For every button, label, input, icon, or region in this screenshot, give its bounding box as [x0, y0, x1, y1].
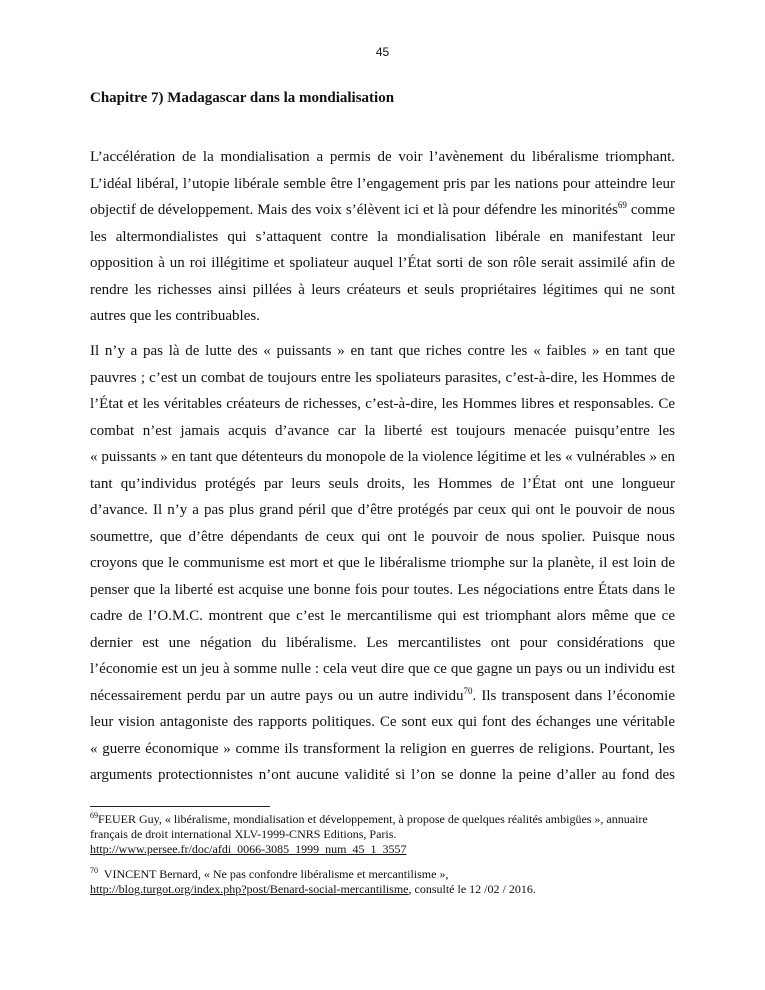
paragraph-line-text: comme — [626, 202, 675, 218]
paragraph-2 — [90, 338, 675, 789]
paragraph-line: Il n’y a pas là de lutte des « puissants » en tant que riches contre les « faibles » en tant que — [90, 343, 675, 359]
footnote-link[interactable]: http://www.persee.fr/doc/afdi_0066-3085_1999_num_45_1_3557 — [90, 842, 407, 856]
paragraph-line: leur vision antagoniste des rapports politiques. Ce sont eux qui font des échanges une véritable — [90, 714, 675, 730]
footnote-line — [90, 867, 680, 882]
paragraph-line-text: nécessairement perdu par un autre pays ou un autre individu — [90, 687, 464, 704]
paragraph-line — [90, 683, 675, 710]
paragraph-line: arguments protectionnistes n’ont aucune validité si l’on se donne la peine d’aller au fond des — [90, 767, 675, 783]
paragraph-line: l’État et les véritables créateurs de richesses, c’est-à-dire, les Hommes libres et responsables. Ce — [90, 396, 675, 412]
page-number: 45 — [375, 45, 390, 59]
paragraph-line: soumettre, que d’être dépendants de ceux qui ont le pouvoir de nous spolier. Puisque nous — [90, 528, 675, 545]
paragraph-line: dernier est une négation du libéralisme. Les mercantilistes ont pour considérations que — [90, 634, 675, 651]
paragraph-line: croyons que le communisme est mort et que le libéralisme triomphe sur la planète, il est loin de — [90, 555, 675, 571]
paragraph-line: « guerre économique » comme ils transforment la religion en guerres de religions. Pourtant, les — [90, 740, 675, 757]
paragraph-line — [90, 197, 675, 224]
paragraph-line: opposition à un roi illégitime et spoliateur auquel l’État sorti de son rôle serait assimilé afin de — [90, 255, 675, 271]
paragraph-line: autres que les contribuables. — [90, 308, 260, 324]
paragraph-line: penser que la liberté est acquise une bonne fois pour toutes. Les négociations entre États dans le — [90, 581, 675, 598]
footnote-text: , consulté le 12 /02 / 2016. — [408, 882, 536, 896]
paragraph-line-text: objectif de développement. Mais des voix s’élèvent ici et là pour défendre les minorités — [90, 202, 618, 218]
paragraph-line: « puissants » en tant que détenteurs du monopole de la violence légitime et les « vulnérables » en — [90, 449, 675, 465]
paragraph-line: L’accélération de la mondialisation a permis de voir l’avènement du libéralisme triomphant. — [90, 149, 675, 165]
paragraph-line: L’idéal libéral, l’utopie libérale semble être l’engagement pris par les nations pour atteindre leur — [90, 175, 675, 192]
footnote-ref-69[interactable]: 69 — [617, 200, 627, 210]
paragraph-1 — [90, 144, 675, 330]
paragraph-line: pauvres ; c’est un combat de toujours entre les spoliateurs parasites, c’est-à-dire, les Hommes de — [90, 369, 675, 386]
footnote-marker: 69 — [90, 811, 98, 820]
footnote-text: VINCENT Bernard, « Ne pas confondre libéralisme et mercantilisme », — [98, 867, 449, 881]
paragraph-line: les altermondialistes qui s’attaquent contre la mondialisation libérale en manifestant leur — [90, 228, 675, 245]
paragraph-line: combat n’est jamais acquis d’avance car la liberté est toujours menacée puisqu’entre les — [90, 422, 675, 439]
footnote-ref-70[interactable]: 70 — [463, 685, 473, 696]
paragraph-line: tant qu’individus protégés par leurs seuls droits, les Hommes de l’État ont une longueur — [90, 475, 675, 492]
paragraph-line: rendre les richesses ainsi pillées à leurs créateurs et seuls propriétaires légitimes qui ne sont — [90, 281, 675, 298]
footnote-link[interactable]: http://blog.turgot.org/index.php?post/Benard-social-mercantilisme — [90, 882, 409, 896]
paragraph-line: l’économie est un jeu à somme nulle : cela veut dire que ce que gagne un pays ou un individu est — [90, 661, 675, 677]
footnote-marker: 70 — [90, 866, 98, 875]
paragraph-line-text: . Ils transposent dans l’économie — [472, 687, 675, 704]
paragraph-line: d’avance. Il n’y a pas plus grand péril que d’être protégés par ceux qui ont le pouvoir de nous — [90, 502, 675, 518]
footnote-69 — [90, 812, 680, 857]
footnote-70 — [90, 867, 680, 897]
footnote-separator — [90, 806, 270, 807]
footnote-line — [90, 812, 680, 827]
footnote-text: FEUER Guy, « libéralisme, mondialisation et développement, à propose de quelques réalités ambigües », annuaire — [98, 812, 648, 826]
paragraph-line: cadre de l’O.M.C. montrent que c’est le mercantilisme qui est triomphant alors même que ce — [90, 608, 675, 624]
chapter-title: Chapitre 7) Madagascar dans la mondialisation — [90, 90, 395, 106]
footnote-text: français de droit international XLV-1999-CNRS Editions, Paris. — [90, 827, 397, 841]
